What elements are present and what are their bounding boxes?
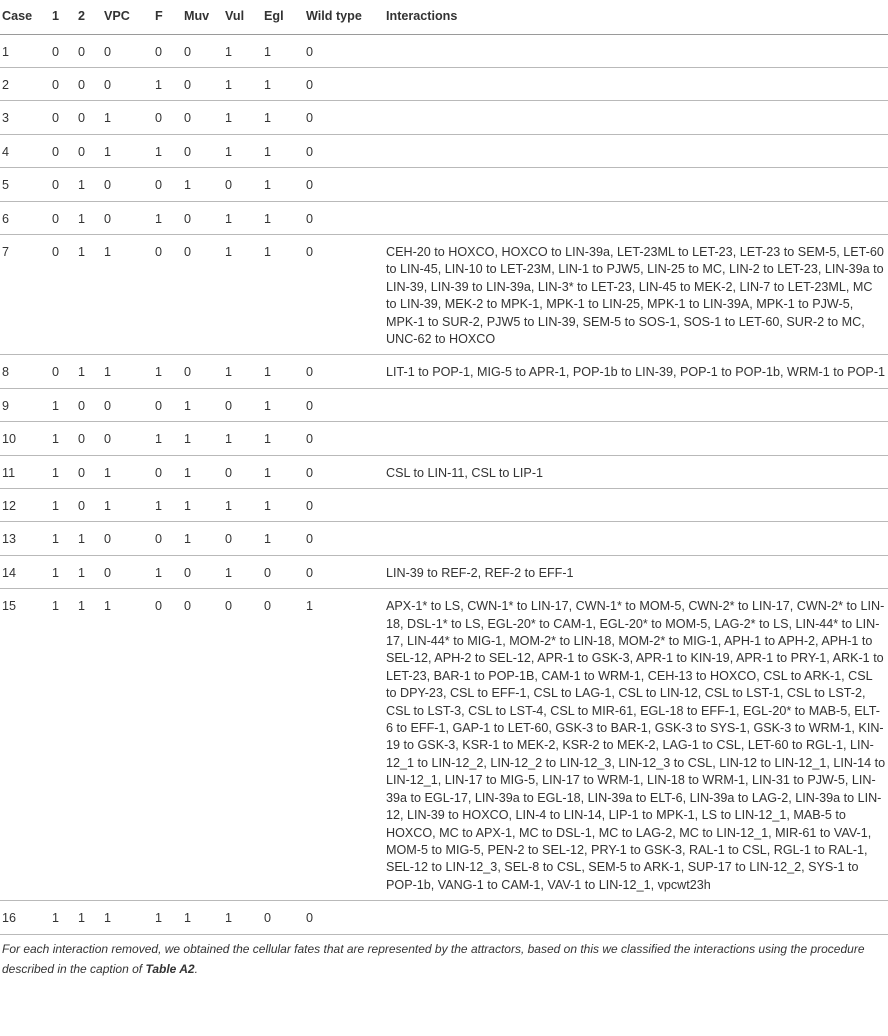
cell-vul: 0 bbox=[225, 455, 264, 488]
cell-f: 1 bbox=[155, 555, 184, 588]
cell-1: 1 bbox=[52, 422, 78, 455]
cell-interactions bbox=[386, 34, 888, 67]
cell-wild-type: 1 bbox=[306, 589, 386, 901]
table-row bbox=[0, 355, 888, 388]
cell-vpc: 1 bbox=[104, 101, 155, 134]
col-header-f: F bbox=[155, 0, 184, 34]
cell-1: 1 bbox=[52, 489, 78, 522]
cell-wild-type: 0 bbox=[306, 201, 386, 234]
cell-egl: 1 bbox=[264, 422, 306, 455]
cell-wild-type: 0 bbox=[306, 134, 386, 167]
cell-vpc: 1 bbox=[104, 355, 155, 388]
cell-2: 1 bbox=[78, 168, 104, 201]
cell-case: 15 bbox=[0, 589, 52, 901]
cell-case: 13 bbox=[0, 522, 52, 555]
cell-interactions bbox=[386, 388, 888, 421]
table-row bbox=[0, 455, 888, 488]
cell-egl: 1 bbox=[264, 522, 306, 555]
cell-egl: 0 bbox=[264, 901, 306, 934]
col-header-1: 1 bbox=[52, 0, 78, 34]
table-body bbox=[0, 34, 888, 934]
cell-wild-type: 0 bbox=[306, 388, 386, 421]
cell-egl: 1 bbox=[264, 134, 306, 167]
cell-f: 1 bbox=[155, 355, 184, 388]
table-row bbox=[0, 422, 888, 455]
table-row bbox=[0, 168, 888, 201]
cell-case: 1 bbox=[0, 34, 52, 67]
cell-muv: 1 bbox=[184, 388, 225, 421]
cell-case: 9 bbox=[0, 388, 52, 421]
cell-interactions: LIT-1 to POP-1, MIG-5 to APR-1, POP-1b to LIN-39, POP-1 to POP-1b, WRM-1 to POP-1 bbox=[386, 355, 888, 388]
cell-egl: 0 bbox=[264, 589, 306, 901]
cell-interactions bbox=[386, 134, 888, 167]
col-header-vpc: VPC bbox=[104, 0, 155, 34]
cell-wild-type: 0 bbox=[306, 101, 386, 134]
cell-muv: 1 bbox=[184, 489, 225, 522]
cell-interactions bbox=[386, 101, 888, 134]
cell-wild-type: 0 bbox=[306, 455, 386, 488]
col-header-vul: Vul bbox=[225, 0, 264, 34]
cell-case: 6 bbox=[0, 201, 52, 234]
cell-wild-type: 0 bbox=[306, 422, 386, 455]
cell-muv: 0 bbox=[184, 67, 225, 100]
cell-egl: 1 bbox=[264, 34, 306, 67]
cell-interactions bbox=[386, 67, 888, 100]
cell-case: 11 bbox=[0, 455, 52, 488]
cell-1: 0 bbox=[52, 168, 78, 201]
table-row bbox=[0, 489, 888, 522]
cell-egl: 1 bbox=[264, 201, 306, 234]
cell-f: 0 bbox=[155, 168, 184, 201]
cell-muv: 0 bbox=[184, 589, 225, 901]
cell-2: 1 bbox=[78, 355, 104, 388]
cell-case: 8 bbox=[0, 355, 52, 388]
caption-text: For each interaction removed, we obtained the cellular fates that are represented by the attractors, based on this we classified the interactions using the procedure described in the caption of bbox=[2, 941, 865, 976]
cell-f: 0 bbox=[155, 455, 184, 488]
cell-1: 0 bbox=[52, 234, 78, 354]
cell-vul: 1 bbox=[225, 67, 264, 100]
cell-vpc: 0 bbox=[104, 555, 155, 588]
col-header-interactions: Interactions bbox=[386, 0, 888, 34]
cell-interactions: LIN-39 to REF-2, REF-2 to EFF-1 bbox=[386, 555, 888, 588]
cell-f: 0 bbox=[155, 388, 184, 421]
cell-interactions: CSL to LIN-11, CSL to LIP-1 bbox=[386, 455, 888, 488]
cell-2: 1 bbox=[78, 201, 104, 234]
cell-vul: 1 bbox=[225, 422, 264, 455]
cell-muv: 0 bbox=[184, 234, 225, 354]
cell-vpc: 1 bbox=[104, 234, 155, 354]
cell-f: 1 bbox=[155, 422, 184, 455]
cell-interactions bbox=[386, 168, 888, 201]
cell-vpc: 0 bbox=[104, 522, 155, 555]
cell-2: 0 bbox=[78, 67, 104, 100]
cell-wild-type: 0 bbox=[306, 489, 386, 522]
table-row bbox=[0, 134, 888, 167]
cell-wild-type: 0 bbox=[306, 34, 386, 67]
cell-1: 1 bbox=[52, 901, 78, 934]
cell-wild-type: 0 bbox=[306, 168, 386, 201]
cell-egl: 1 bbox=[264, 455, 306, 488]
cell-interactions bbox=[386, 201, 888, 234]
cell-1: 0 bbox=[52, 101, 78, 134]
cell-2: 0 bbox=[78, 388, 104, 421]
cell-egl: 1 bbox=[264, 67, 306, 100]
cell-f: 1 bbox=[155, 489, 184, 522]
cell-1: 1 bbox=[52, 388, 78, 421]
cell-egl: 0 bbox=[264, 555, 306, 588]
cell-f: 0 bbox=[155, 101, 184, 134]
cell-interactions bbox=[386, 522, 888, 555]
cell-2: 0 bbox=[78, 489, 104, 522]
table-row bbox=[0, 201, 888, 234]
cell-vul: 1 bbox=[225, 234, 264, 354]
cell-vul: 1 bbox=[225, 34, 264, 67]
cell-1: 1 bbox=[52, 455, 78, 488]
cell-muv: 0 bbox=[184, 101, 225, 134]
cell-f: 1 bbox=[155, 201, 184, 234]
caption-table-reference[interactable]: Table A2 bbox=[145, 961, 195, 976]
cell-vul: 1 bbox=[225, 355, 264, 388]
table-row bbox=[0, 67, 888, 100]
cell-vpc: 0 bbox=[104, 34, 155, 67]
cell-1: 0 bbox=[52, 67, 78, 100]
cell-vul: 0 bbox=[225, 589, 264, 901]
cell-case: 12 bbox=[0, 489, 52, 522]
cell-interactions bbox=[386, 422, 888, 455]
cell-wild-type: 0 bbox=[306, 355, 386, 388]
cell-vpc: 0 bbox=[104, 168, 155, 201]
cell-case: 4 bbox=[0, 134, 52, 167]
table-row bbox=[0, 101, 888, 134]
cell-case: 7 bbox=[0, 234, 52, 354]
caption-end: . bbox=[194, 961, 198, 976]
cell-muv: 0 bbox=[184, 34, 225, 67]
cell-2: 1 bbox=[78, 555, 104, 588]
cell-1: 0 bbox=[52, 201, 78, 234]
cell-vpc: 0 bbox=[104, 67, 155, 100]
cell-vpc: 1 bbox=[104, 589, 155, 901]
cell-2: 1 bbox=[78, 234, 104, 354]
cell-muv: 1 bbox=[184, 522, 225, 555]
cell-f: 1 bbox=[155, 901, 184, 934]
cell-f: 0 bbox=[155, 34, 184, 67]
header-row bbox=[0, 0, 888, 34]
table-caption bbox=[0, 935, 888, 979]
cell-vpc: 0 bbox=[104, 388, 155, 421]
cell-wild-type: 0 bbox=[306, 522, 386, 555]
cell-wild-type: 0 bbox=[306, 555, 386, 588]
cell-case: 3 bbox=[0, 101, 52, 134]
cell-1: 0 bbox=[52, 355, 78, 388]
cell-egl: 1 bbox=[264, 168, 306, 201]
cell-2: 1 bbox=[78, 901, 104, 934]
cell-vpc: 1 bbox=[104, 489, 155, 522]
cell-f: 1 bbox=[155, 67, 184, 100]
cell-vpc: 0 bbox=[104, 422, 155, 455]
cell-vul: 1 bbox=[225, 201, 264, 234]
cell-muv: 0 bbox=[184, 355, 225, 388]
col-header-muv: Muv bbox=[184, 0, 225, 34]
cell-muv: 1 bbox=[184, 901, 225, 934]
cell-2: 0 bbox=[78, 34, 104, 67]
cell-egl: 1 bbox=[264, 234, 306, 354]
cell-muv: 0 bbox=[184, 555, 225, 588]
cell-vpc: 1 bbox=[104, 901, 155, 934]
cell-vul: 0 bbox=[225, 168, 264, 201]
cell-f: 0 bbox=[155, 522, 184, 555]
cell-1: 1 bbox=[52, 555, 78, 588]
cell-1: 1 bbox=[52, 522, 78, 555]
cell-egl: 1 bbox=[264, 489, 306, 522]
cell-muv: 0 bbox=[184, 134, 225, 167]
cell-wild-type: 0 bbox=[306, 67, 386, 100]
table-row bbox=[0, 589, 888, 901]
cell-2: 0 bbox=[78, 134, 104, 167]
cell-1: 0 bbox=[52, 134, 78, 167]
cell-vul: 1 bbox=[225, 101, 264, 134]
table-row bbox=[0, 555, 888, 588]
cell-2: 0 bbox=[78, 422, 104, 455]
cell-1: 1 bbox=[52, 589, 78, 901]
cell-2: 1 bbox=[78, 589, 104, 901]
cell-f: 1 bbox=[155, 134, 184, 167]
cell-2: 0 bbox=[78, 455, 104, 488]
cell-vul: 1 bbox=[225, 134, 264, 167]
cell-interactions: CEH-20 to HOXCO, HOXCO to LIN-39a, LET-23ML to LET-23, LET-23 to SEM-5, LET-60 to LIN-45, LIN-10 to LET-23M, LIN-1 to PJW5, LIN-25 to MC, LIN-2 to LET-23, LIN-39a to LIN-39, LIN-39 to LIN-39a, LIN-3* to LET-23, LIN-45 to MEK-2, LIN-7 to LET-23ML, MC to LIN-39, MEK-2 to MPK-1, MPK-1 to LIN-25, MPK-1 to LIN-39A, MPK-1 to PJW-5, MPK-1 to SUR-2, PJW5 to LIN-39, SEM-5 to SOS-1, SOS-1 to LET-60, SUR-2 to MC, UNC-62 to HOXCO bbox=[386, 234, 888, 354]
cell-egl: 1 bbox=[264, 355, 306, 388]
cell-muv: 1 bbox=[184, 168, 225, 201]
cell-case: 2 bbox=[0, 67, 52, 100]
cell-1: 0 bbox=[52, 34, 78, 67]
cell-vul: 1 bbox=[225, 901, 264, 934]
table-row bbox=[0, 388, 888, 421]
table-row bbox=[0, 901, 888, 934]
col-header-2: 2 bbox=[78, 0, 104, 34]
cell-vul: 0 bbox=[225, 522, 264, 555]
cell-case: 14 bbox=[0, 555, 52, 588]
cell-f: 0 bbox=[155, 234, 184, 354]
cell-vul: 1 bbox=[225, 555, 264, 588]
cell-case: 10 bbox=[0, 422, 52, 455]
col-header-case: Case bbox=[0, 0, 52, 34]
cell-case: 16 bbox=[0, 901, 52, 934]
cell-wild-type: 0 bbox=[306, 901, 386, 934]
cell-egl: 1 bbox=[264, 101, 306, 134]
cell-muv: 1 bbox=[184, 422, 225, 455]
table-row bbox=[0, 34, 888, 67]
cell-f: 0 bbox=[155, 589, 184, 901]
cell-interactions bbox=[386, 489, 888, 522]
cell-muv: 0 bbox=[184, 201, 225, 234]
cell-egl: 1 bbox=[264, 388, 306, 421]
cell-vpc: 0 bbox=[104, 201, 155, 234]
cell-2: 0 bbox=[78, 101, 104, 134]
cell-2: 1 bbox=[78, 522, 104, 555]
cell-vul: 0 bbox=[225, 388, 264, 421]
cell-wild-type: 0 bbox=[306, 234, 386, 354]
cell-case: 5 bbox=[0, 168, 52, 201]
col-header-wild-type: Wild type bbox=[306, 0, 386, 34]
cell-vpc: 1 bbox=[104, 134, 155, 167]
col-header-egl: Egl bbox=[264, 0, 306, 34]
cell-vpc: 1 bbox=[104, 455, 155, 488]
table-row bbox=[0, 234, 888, 354]
cell-interactions bbox=[386, 901, 888, 934]
table-row bbox=[0, 522, 888, 555]
cell-vul: 1 bbox=[225, 489, 264, 522]
cell-muv: 1 bbox=[184, 455, 225, 488]
cell-interactions: APX-1* to LS, CWN-1* to LIN-17, CWN-1* to MOM-5, CWN-2* to LIN-17, CWN-2* to LIN-18, DSL-1* to LS, EGL-20* to CAM-1, EGL-20* to MOM-5, LAG-2* to LS, LIN-44* to LIN-17, LIN-44* to MIG-1, MOM-2* to LIN-18, MOM-2* to MIG-1, APH-1 to APH-2, APH-1 to SEL-12, APH-2 to SEL-12, APR-1 to GSK-3, APR-1 to KIN-19, APR-1 to PRY-1, ARK-1 to LET-23, BAR-1 to POP-1B, CAM-1 to WRM-1, CEH-13 to HOXCO, CSL to ARK-1, CSL to DPY-23, CSL to EFF-1, CSL to LAG-1, CSL to LIN-12, CSL to LST-1, CSL to LST-2, CSL to LST-3, CSL to LST-4, CSL to MIR-61, EGL-18 to EFF-1, EGL-20* to MAB-5, ELT-6 to EFF-1, GAP-1 to LET-60, GSK-3 to BAR-1, GSK-3 to SYS-1, GSK-3 to WRM-1, KIN-19 to GSK-3, KSR-1 to MEK-2, KSR-2 to MEK-2, LAG-1 to CSL, LET-60 to RGL-1, LIN-12_1 to LIN-12_2, LIN-12_2 to LIN-12_3, LIN-12_3 to CSL, LIN-12 to LIN-12_1, LIN-14 to LIN-12_1, LIN-17 to MIG-5, LIN-17 to WRM-1, LIN-18 to WRM-1, LIN-31 to PJW-5, LIN-39a to EGL-17, LIN-39a to EGL-18, LIN-39a to ELT-6, LIN-39a to LAG-2, LIN-39a to LIN-12, LIN-39 to HOXCO, LIN-4 to LIN-14, LIP-1 to MPK-1, LS to LIN-12_1, MAB-5 to HOXCO, MC to APX-1, MC to DSL-1, MC to LAG-2, MC to LIN-12_1, MIR-61 to VAV-1, MOM-5 to MIG-5, PEN-2 to SEL-12, PRY-1 to GSK-3, RAL-1 to CSL, RGL-1 to RAL-1, SEL-12 to LIN-12_3, SEL-8 to CSL, SEM-5 to ARK-1, SUP-17 to LIN-12_2, SYS-1 to POP-1b, VANG-1 to CAM-1, VAV-1 to LIN-12_1, vpcwt23h bbox=[386, 589, 888, 901]
